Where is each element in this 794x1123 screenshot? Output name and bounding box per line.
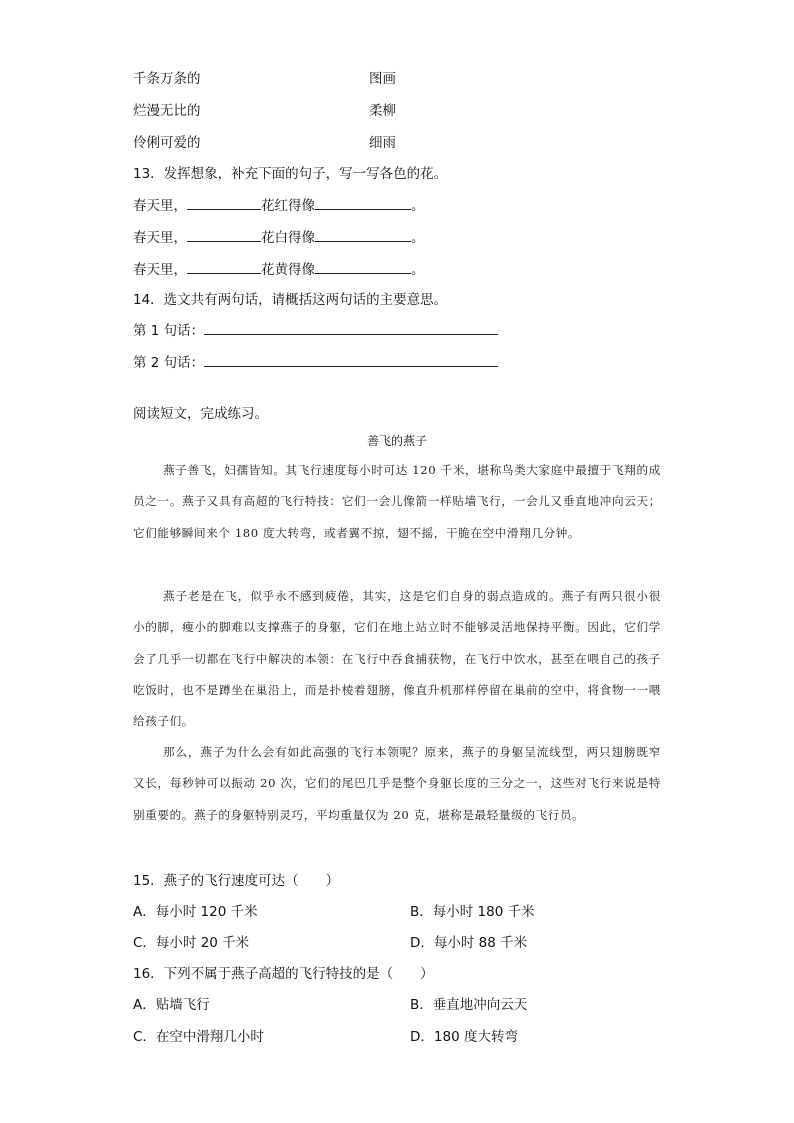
- passage-paragraph-3: 那么，燕子为什么会有如此高强的飞行本领呢？原来，燕子的身躯呈流线型，两只翅膀既窄又长，每秒钟可以振动 20 次，它们的尾巴几乎是整个身躯长度的三分之一，这些对飞行来说是特别重要的。燕子的身躯特别灵巧，平均重量仅为 20 克，堪称是最轻量级的飞行员。: [133, 745, 661, 822]
- q13-text-red: 花红得像: [261, 198, 315, 214]
- q15-option-c[interactable]: C．每小时 20 千米: [133, 935, 250, 951]
- q14-line-1: [133, 319, 498, 339]
- q13-blank-2[interactable]: [315, 195, 411, 210]
- q13-line-red: [133, 194, 425, 214]
- q15-option-d[interactable]: D．每小时 88 千米: [410, 935, 528, 951]
- q16-question: 16．下列不属于燕子高超的飞行特技的是（ ）: [133, 966, 434, 982]
- q13-prefix: 春天里，: [133, 230, 187, 246]
- q16-option-a[interactable]: A．贴墙飞行: [133, 997, 210, 1013]
- match-right-2: 柔柳: [369, 103, 396, 119]
- match-left-2: 烂漫无比的: [133, 103, 201, 119]
- q13-blank-3[interactable]: [187, 227, 261, 242]
- passage-paragraph-2: 燕子老是在飞，似乎永不感到疲倦，其实，这是它们自身的弱点造成的。燕子有两只很小很小的脚，瘦小的脚难以支撑燕子的身躯，它们在地上站立时不能够灵活地保持平衡。因此，它们学会了几乎一切都在飞行中解决的本领：在飞行中吞食捕获物，在飞行中饮水，甚至在喂自己的孩子吃饭时，也不是蹲坐在巢沿上，而是扑棱着翅膀，像直升机那样停留在巢前的空中，将食物一一喂给孩子们。: [133, 589, 661, 729]
- q13-line-yellow: [133, 258, 425, 278]
- match-right-1: 图画: [369, 71, 396, 87]
- q13-question: 13．发挥想象，补充下面的句子，写一写各色的花。: [133, 166, 448, 182]
- q13-prefix: 春天里，: [133, 262, 187, 278]
- q14-blank-1[interactable]: [204, 320, 498, 335]
- q14-label-1: 第 1 句话：: [133, 323, 205, 339]
- q15-option-a[interactable]: A．每小时 120 千米: [133, 904, 258, 920]
- q13-end: 。: [411, 230, 425, 246]
- reading-intro: 阅读短文，完成练习。: [133, 406, 268, 422]
- q13-blank-1[interactable]: [187, 195, 261, 210]
- match-left-3: 伶俐可爱的: [133, 135, 201, 151]
- q13-end: 。: [411, 198, 425, 214]
- q13-text-white: 花白得像: [261, 230, 315, 246]
- passage-paragraph-1: 燕子善飞，妇孺皆知。其飞行速度每小时可达 120 千米，堪称鸟类大家庭中最擅于飞翔的成员之一。燕子又具有高超的飞行特技：它们一会儿像箭一样贴墙飞行，一会儿又垂直地冲向云天；它们能够瞬间来个 180 度大转弯，或者翼不掠，翅不摇，干脆在空中滑翔几分钟。: [133, 463, 661, 540]
- q15-question: 15．燕子的飞行速度可达（ ）: [133, 873, 340, 889]
- q13-end: 。: [411, 262, 425, 278]
- q13-prefix: 春天里，: [133, 198, 187, 214]
- q16-option-d[interactable]: D．180 度大转弯: [410, 1029, 518, 1045]
- match-left-1: 千条万条的: [133, 71, 201, 87]
- match-right-3: 细雨: [369, 135, 396, 151]
- q16-option-b[interactable]: B．垂直地冲向云天: [410, 997, 528, 1013]
- q13-blank-6[interactable]: [315, 259, 411, 274]
- q14-line-2: [133, 351, 498, 371]
- q13-line-white: [133, 226, 425, 246]
- q13-blank-4[interactable]: [315, 227, 411, 242]
- q13-text-yellow: 花黄得像: [261, 262, 315, 278]
- passage-title: 善飞的燕子: [366, 434, 427, 448]
- q14-blank-2[interactable]: [204, 352, 498, 367]
- q16-option-c[interactable]: C．在空中滑翔几小时: [133, 1029, 264, 1045]
- q14-question: 14．选文共有两句话，请概括这两句话的主要意思。: [133, 292, 448, 308]
- q13-blank-5[interactable]: [187, 259, 261, 274]
- q14-label-2: 第 2 句话：: [133, 355, 205, 371]
- q15-option-b[interactable]: B．每小时 180 千米: [410, 904, 535, 920]
